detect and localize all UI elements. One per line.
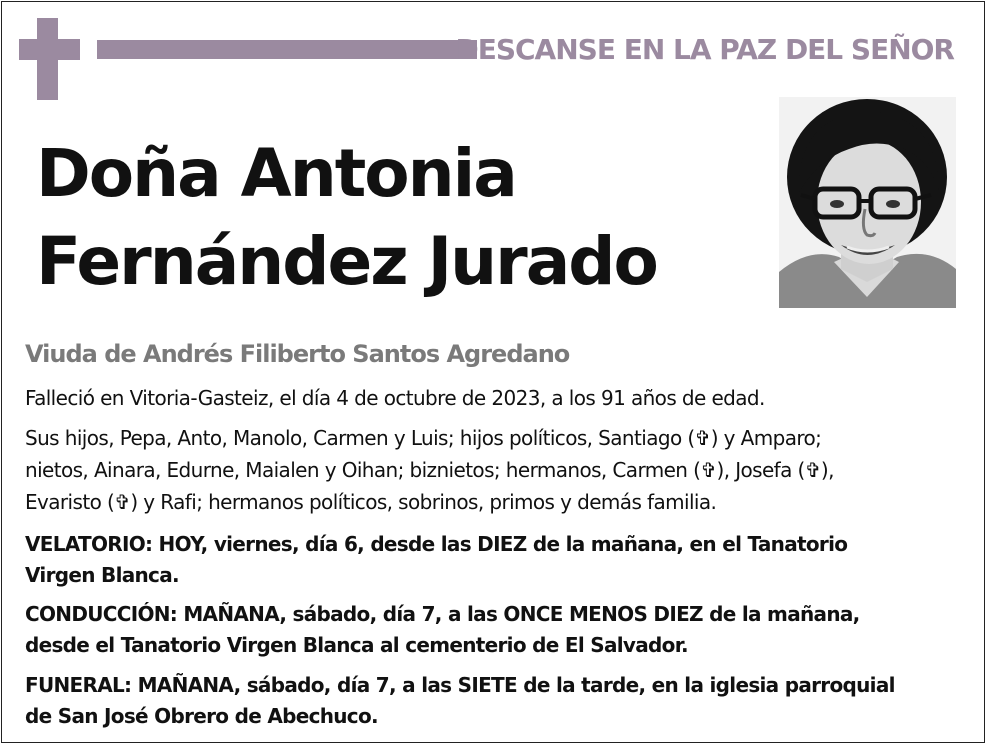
funeral-paragraph xyxy=(25,670,960,732)
death-paragraph xyxy=(25,382,960,414)
cross-horizontal-bar xyxy=(19,39,80,60)
velatorio-line: VELATORIO: HOY, viernes, día 6, desde las DIEZ de la mañana, en el Tanatorio xyxy=(25,532,848,556)
death-line: Falleció en Vitoria-Gasteiz, el día 4 de octubre de 2023, a los 91 años de edad. xyxy=(25,386,765,410)
funeral-line: FUNERAL: MAÑANA, sábado, día 7, a las SIETE de la tarde, en la iglesia parroquial xyxy=(25,673,895,697)
header-title: DESCANSE EN LA PAZ DEL SEÑOR xyxy=(455,33,954,66)
deceased-name-line1: Doña Antonia xyxy=(36,135,516,212)
conduccion-line: desde el Tanatorio Virgen Blanca al cementerio de El Salvador. xyxy=(25,633,688,657)
deceased-name xyxy=(36,130,756,306)
family-line: Sus hijos, Pepa, Anto, Manolo, Carmen y Luis; hijos políticos, Santiago (✞) y Amparo; xyxy=(25,426,822,450)
family-line: Evaristo (✞) y Rafi; hermanos políticos, sobrinos, primos y demás familia. xyxy=(25,490,717,514)
funeral-line: de San José Obrero de Abechuco. xyxy=(25,704,378,728)
family-paragraph xyxy=(25,422,960,518)
deceased-name-line2: Fernández Jurado xyxy=(36,223,657,300)
portrait-photo xyxy=(779,97,956,308)
conduccion-line: CONDUCCIÓN: MAÑANA, sábado, día 7, a las ONCE MENOS DIEZ de la mañana, xyxy=(25,602,860,626)
conduccion-paragraph xyxy=(25,599,960,661)
family-line: nietos, Ainara, Edurne, Maialen y Oihan; biznietos; hermanos, Carmen (✞), Josefa (✞), xyxy=(25,458,834,482)
header-divider-bar xyxy=(97,40,477,59)
widow-of-line: Viuda de Andrés Filiberto Santos Agredano xyxy=(25,340,570,368)
portrait-illustration xyxy=(779,97,956,308)
velatorio-line: Virgen Blanca. xyxy=(25,563,179,587)
velatorio-paragraph xyxy=(25,529,960,591)
